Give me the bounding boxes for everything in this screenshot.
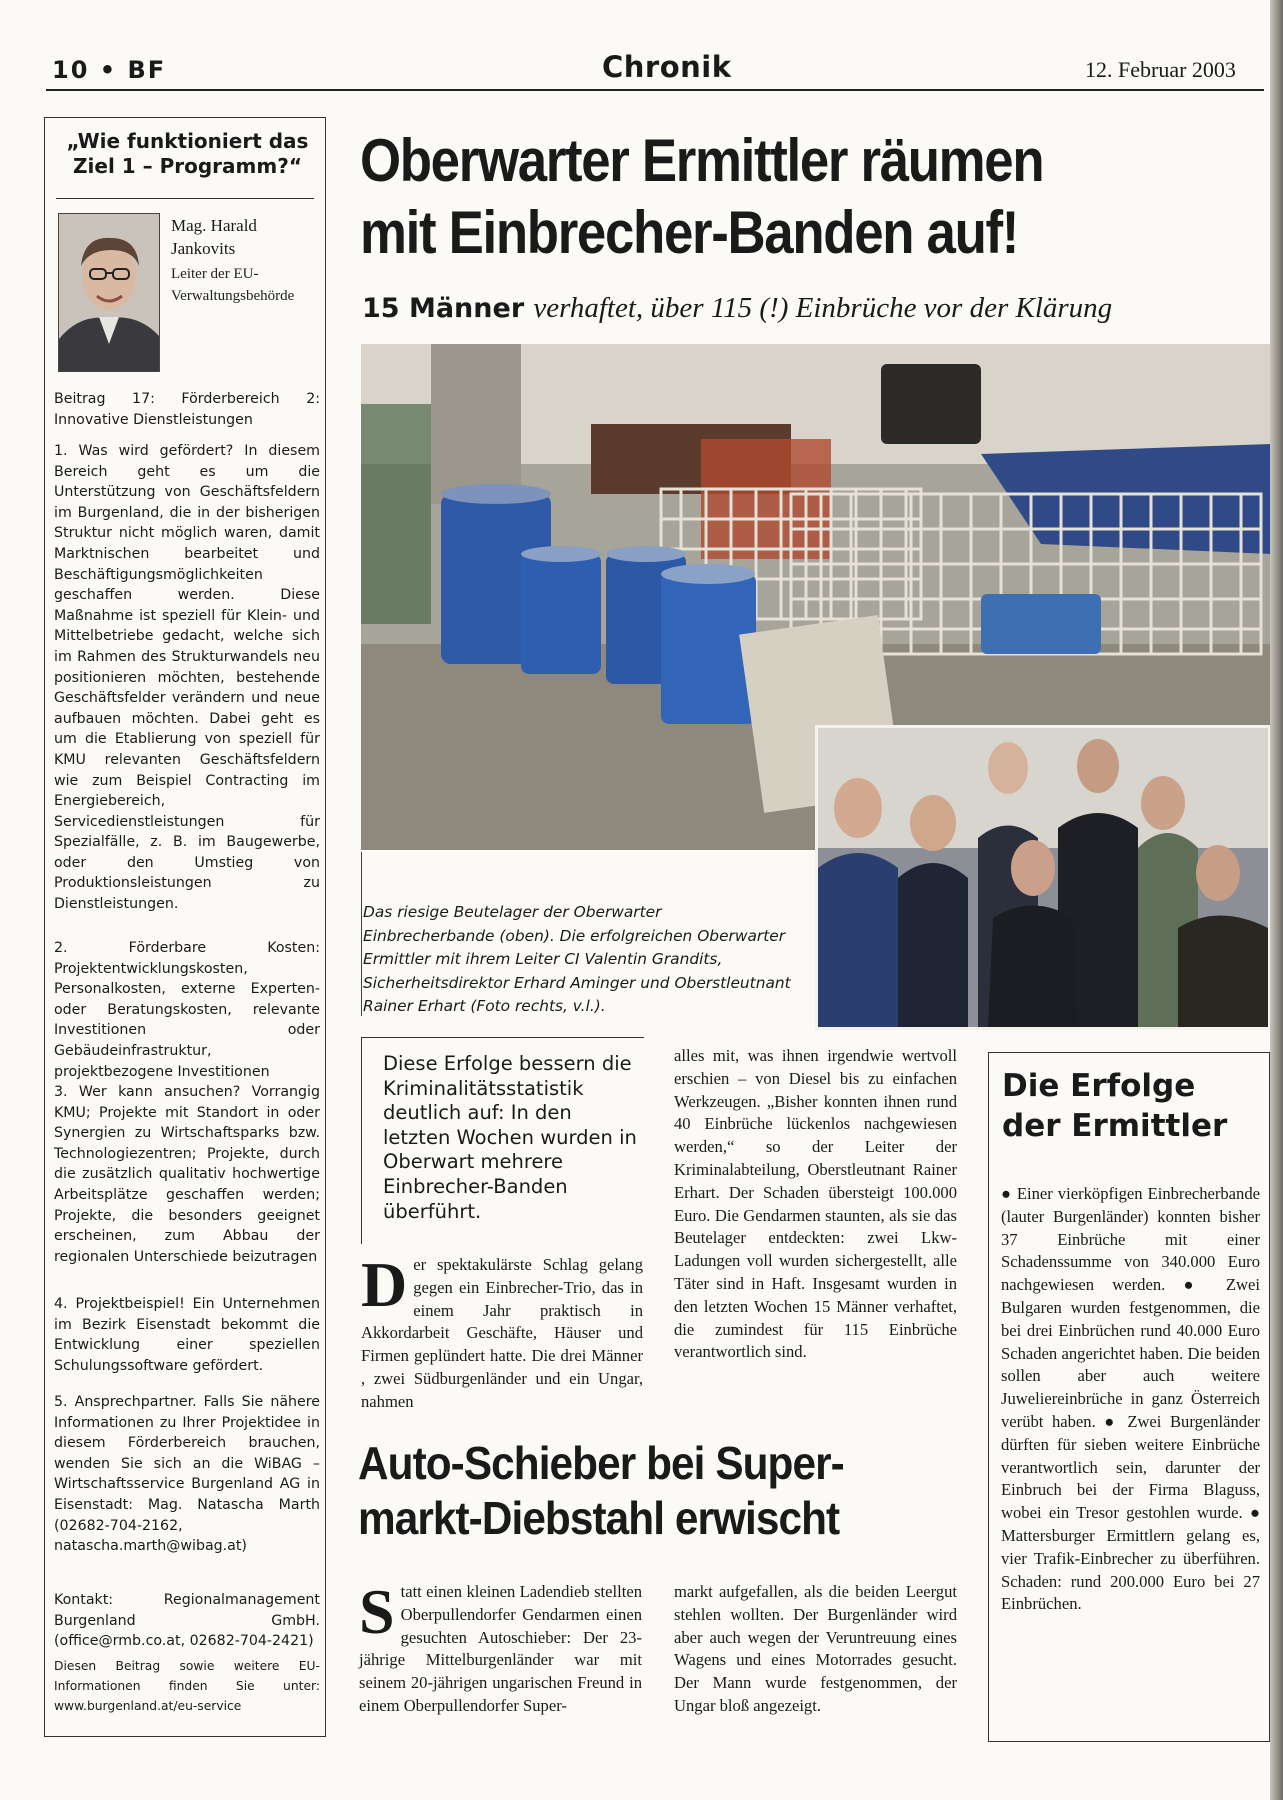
subhead-bold: 15 Männer (362, 293, 525, 324)
sidebar-paragraph-4: 4. Projektbeispiel! Ein Unternehmen im Bezirk Eisenstadt bekommt die Entwicklung einer speziellen Schulungssoftware gefördert. (54, 1296, 320, 1374)
results-box-text: ● Einer vierköpfigen Einbrecherbande (lauter Burgenländer) konnten bisher 37 Einbrüche mit einer Schadenssumme von 340.000 Euro nachgewiesen werden. ● Zwei Bulgaren wurden festgenommen, die bei drei Einbrüchen rund 40.000 Euro Schaden angerichtet haben. Die beiden sollen aber auch weitere Juweliereinbrüche in ganz Österreich verübt haben. ● Zwei Burgenländer dürften für sieben weitere Einbrüche verantwortlich sein, darunter der Einbruch bei der Firma Blaguss, wobei ein Tresor gestohlen wurde. ● Mattersburger Ermittlern gelang es, vier Trafik-Einbrecher zu überführen. Schaden: rund 200.000 Euro bei 27 Einbrüchen. (1001, 1184, 1260, 1614)
sidebar-contact: Kontakt: Regionalmanagement Burgenland GmbH. (office@rmb.co.at, 02682-704-2421) (54, 1592, 320, 1650)
photo-caption: Das riesige Beutelager der Oberwarter Einbrecherbande (oben). Die erfolgreichen Oberwarter Ermittler mit ihrem Leiter CI Valentin Grandits, Sicherheitsdirektor Erhard Aminger und Oberstleutnant Rainer Erhart (Foto rechts, v.l.). (363, 903, 791, 1016)
issue-date: 12. Februar 2003 (1085, 57, 1236, 82)
article2-dropcap: S (359, 1576, 395, 1647)
subhead-rest: verhaftet, über 115 (!) Einbrüche vor der Klärung (533, 292, 1113, 324)
sidebar-title: „Wie funktioniert das Ziel 1 – Programm?“ (66, 129, 309, 178)
sidebar-paragraph-1: 1. Was wird gefördert? In diesem Bereich geht es um die Unterstützung von Geschäftsfeldern im Burgenland, die in der bisherigen Struktur nicht möglich waren, damit Marktnischen bearbeitet und Beschäftigungsmöglichkeiten geschaffen werden. Diese Maßnahme ist speziell für Klein- und Mittelbetriebe gedacht, welche sich im Rahmen des Strukturwandels neu positionieren möchten, bestehende Geschäftsfelder verändern und neue aufbauen möchten. Dabei geht es um die Etablierung von speziell für KMU relevanten Geschäftsfeldern wie zum Beispiel Contracting im Energiebereich, Servicedienstleistungen für Spezialfälle, z. B. im Baugewerbe, oder den Umstieg von Produktionsleistungen zu Dienstleistungen. (54, 443, 320, 913)
main-subhead (362, 290, 1112, 325)
article1-column1 (361, 1249, 643, 1414)
main-headline (360, 125, 1152, 269)
person-name (171, 214, 257, 260)
portrait-photo (58, 213, 160, 372)
caption-rule (361, 852, 362, 1016)
header-rule (46, 89, 1264, 91)
sidebar-rule (56, 198, 314, 199)
person-role-line2: Verwaltungsbehörde (171, 288, 295, 304)
sidebar-web-hint: Diesen Beitrag sowie weitere EU-Informationen finden Sie unter: www.burgenland.at/eu-service (54, 1659, 320, 1713)
scan-edge (1270, 0, 1283, 1800)
person-name-line2: Jankovits (171, 239, 236, 258)
article1-column2: alles mit, was ihnen irgendwie wertvoll erschien – von Diesel bis zu einfachen Werkzeugen. „Bisher konnten ihnen rund 40 Einbrüche lückenlos nachgewiesen werden,“ so der Leiter der Kriminalabteilung, Oberstleutnant Rainer Erhart. Der Schaden übersteigt 100.000 Euro. Die Gendarmen staunten, als sie das Beutelager entdeckten: zwei Lkw-Ladungen voll wurden sichergestellt, alle Täter sind in Haft. Insgesamt wurden in den letzten Wochen 15 Männer verhaftet, die zumindest für 115 Einbrüche verantwortlich sind. (674, 1046, 957, 1362)
main-headline-line1: Oberwarter Ermittler räumen (360, 127, 1044, 194)
investigators-image (818, 728, 1268, 1027)
second-headline-line1: Auto-Schieber bei Super- (358, 1437, 844, 1489)
article2-column2: markt aufgefallen, als die beiden Leergut stehlen wollten. Der Burgenländer wird aber auch wegen der Veruntreuung eines Wagens und eines Motorrades gesucht. Der Mann wurde festgenommen, der Ungar bloß angezeigt. (674, 1582, 957, 1715)
second-headline (358, 1436, 938, 1546)
sidebar-paragraph-5: 5. Ansprechpartner. Falls Sie nähere Informationen zu Ihrer Projektidee in diesem Förderbereich brauchen, wenden Sie sich an die WiBAG – Wirtschaftsservice Burgenland AG in Eisenstadt: Mag. Natascha Marth (02682-704-2162, natascha.marth@wibag.at) (54, 1394, 320, 1555)
article1-column1-text: er spektakulärste Schlag gelang gegen ein Einbrecher-Trio, das in einem Jahr praktisch in Akkordarbeit Geschäfte, Häuser und Firmen geplündert hatte. Die drei Männer , zwei Südburgenländer und ein Ungar, nahmen (361, 1255, 643, 1411)
article2-column1-text: tatt einen kleinen Ladendieb stellten Oberpullendorfer Gendarmen einen gesuchten Autoschieber: Der 23-jährige Mittelburgenländer war mit seinem 20-jährigen ungarischen Freund in einem Oberpullendorfer Super- (359, 1582, 642, 1715)
person-role (171, 263, 294, 307)
main-headline-line2: mit Einbrecher-Banden auf! (360, 199, 1019, 266)
portrait-image (59, 214, 159, 371)
article2-column1 (359, 1576, 642, 1718)
second-headline-line2: markt-Diebstahl erwischt (358, 1492, 840, 1544)
investigators-photo (815, 725, 1271, 1030)
sidebar-paragraph-3: 3. Wer kann ansuchen? Vorrangig KMU; Projekte mit Standort in oder Synergien zu Wirtschaftsparks bzw. Technologiezentren; Projekte, durch die zusätzlich qualitativ hochwertige Arbeitsplätze geschaffen werden; Projekte, die besonders geeignet erscheinen, zum Abbau der regionalen Unterschiede beizutragen (54, 1084, 320, 1265)
person-role-line1: Leiter der EU- (171, 266, 259, 282)
section-title: Chronik (602, 50, 732, 84)
sidebar-paragraph-2: 2. Förderbare Kosten: Projektentwicklungskosten, Personalkosten, externe Experten- oder Beratungskosten, relevante Investitionen oder Gebäudeinfrastruktur, projektbezogene Investitionen (54, 940, 320, 1080)
page-number: 10 • BF (52, 56, 167, 84)
person-name-line1: Mag. Harald (171, 216, 257, 235)
article1-dropcap: D (361, 1249, 408, 1320)
pullquote: Diese Erfolge bessern die Kriminalitätsstatistik deutlich auf: In den letzten Wochen wurden in Oberwart mehrere Einbrecher-Banden überführt. (383, 1052, 637, 1223)
results-box-title: Die Erfolge der Ermittler (1002, 1068, 1228, 1144)
sidebar-intro: Beitrag 17: Förderbereich 2: Innovative Dienstleistungen (54, 391, 320, 428)
